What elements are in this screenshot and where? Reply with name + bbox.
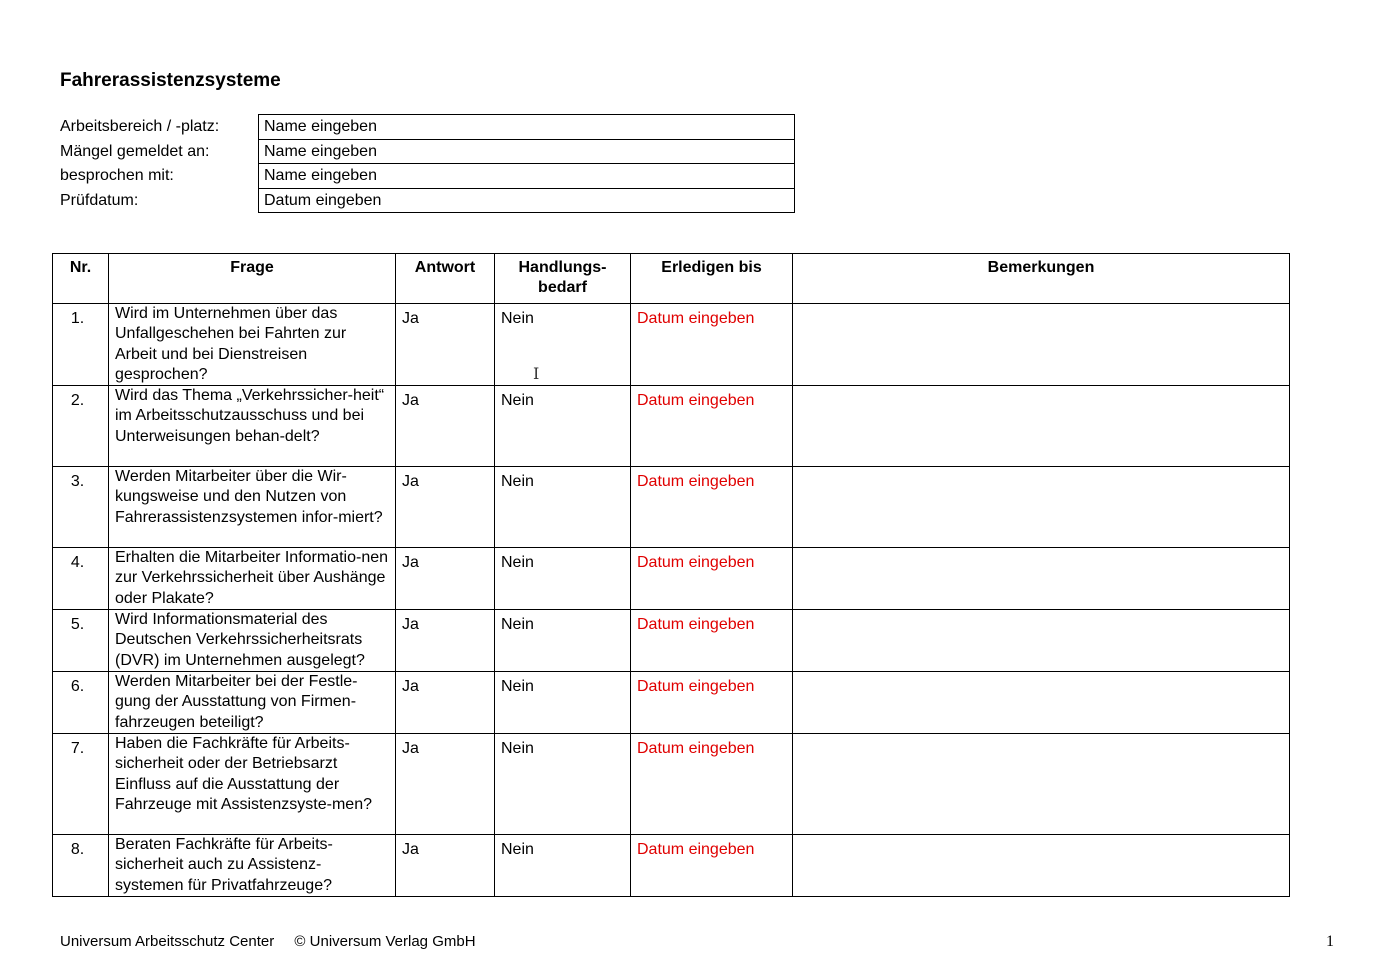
meta-row-pruefdatum bbox=[60, 188, 795, 213]
handlungsbedarf-cell[interactable]: Nein bbox=[495, 304, 631, 386]
meta-fields bbox=[60, 114, 795, 212]
date-field[interactable]: Datum eingeben bbox=[631, 610, 793, 672]
header-nr: Nr. bbox=[53, 254, 109, 304]
header-handlungsbedarf-line1: Handlungs- bbox=[518, 259, 607, 276]
handlungsbedarf-cell[interactable]: Nein bbox=[495, 610, 631, 672]
date-field[interactable]: Datum eingeben bbox=[631, 548, 793, 610]
header-handlungsbedarf-line2: bedarf bbox=[538, 279, 587, 297]
remarks-field[interactable] bbox=[793, 304, 1290, 386]
row-number: 8. bbox=[53, 835, 109, 897]
row-number: 2. bbox=[53, 386, 109, 467]
table-row bbox=[53, 548, 1290, 610]
meta-label: Prüfdatum: bbox=[60, 191, 139, 209]
date-field[interactable]: Datum eingeben bbox=[631, 304, 793, 386]
table-row bbox=[53, 734, 1290, 835]
date-field[interactable]: Datum eingeben bbox=[631, 672, 793, 734]
table-row bbox=[53, 467, 1290, 548]
meta-label: besprochen mit: bbox=[60, 167, 174, 184]
text-cursor-icon: I bbox=[533, 364, 540, 383]
table-row bbox=[53, 672, 1290, 734]
document-title: Fahrerassistenzsysteme bbox=[60, 70, 281, 91]
table-row bbox=[53, 610, 1290, 672]
pruefdatum-field[interactable]: Datum eingeben bbox=[258, 188, 795, 214]
remarks-field[interactable] bbox=[793, 548, 1290, 610]
date-field[interactable]: Datum eingeben bbox=[631, 734, 793, 835]
answer-cell[interactable]: Ja bbox=[396, 548, 495, 610]
meta-row-arbeitsbereich bbox=[60, 114, 795, 139]
row-question: Werden Mitarbeiter bei der Festle-gung der Ausstattung von Firmen-fahrzeugen beteiligt? bbox=[109, 672, 396, 734]
checklist-table bbox=[52, 253, 1290, 897]
row-question: Beraten Fachkräfte für Arbeits-sicherheit auch zu Assistenz-systemen für Privatfahrzeuge? bbox=[109, 835, 396, 897]
row-number: 7. bbox=[53, 734, 109, 835]
header-frage: Frage bbox=[109, 254, 396, 304]
meta-row-besprochen bbox=[60, 163, 795, 188]
header-handlungsbedarf bbox=[495, 254, 631, 304]
handlungsbedarf-cell[interactable]: Nein bbox=[495, 386, 631, 467]
row-question: Werden Mitarbeiter über die Wir-kungsweise und den Nutzen von Fahrerassistenzsystemen infor-miert? bbox=[109, 467, 396, 548]
date-field[interactable]: Datum eingeben bbox=[631, 467, 793, 548]
remarks-field[interactable] bbox=[793, 386, 1290, 467]
handlungsbedarf-cell[interactable]: Nein bbox=[495, 734, 631, 835]
remarks-field[interactable] bbox=[793, 672, 1290, 734]
remarks-field[interactable] bbox=[793, 610, 1290, 672]
row-question: Wird Informationsmaterial des Deutschen Verkehrssicherheitsrats (DVR) im Unternehmen ausgelegt? bbox=[109, 610, 396, 672]
row-number: 6. bbox=[53, 672, 109, 734]
maengel-gemeldet-field[interactable]: Name eingeben bbox=[258, 139, 795, 164]
row-number: 1. bbox=[53, 304, 109, 386]
remarks-field[interactable] bbox=[793, 467, 1290, 548]
date-field[interactable]: Datum eingeben bbox=[631, 386, 793, 467]
row-number: 4. bbox=[53, 548, 109, 610]
handlungsbedarf-cell[interactable]: Nein bbox=[495, 467, 631, 548]
row-question: Wird das Thema „Verkehrssicher-heit“ im Arbeitsschutzausschuss und bei Unterweisungen behan-delt? bbox=[109, 386, 396, 467]
table-row bbox=[53, 835, 1290, 897]
besprochen-mit-field[interactable]: Name eingeben bbox=[258, 163, 795, 188]
row-number: 3. bbox=[53, 467, 109, 548]
answer-cell[interactable]: Ja bbox=[396, 386, 495, 467]
table-header-row bbox=[53, 254, 1290, 304]
date-field[interactable]: Datum eingeben bbox=[631, 835, 793, 897]
row-number: 5. bbox=[53, 610, 109, 672]
handlungsbedarf-cell[interactable]: Nein bbox=[495, 835, 631, 897]
answer-cell[interactable]: Ja bbox=[396, 672, 495, 734]
handlungsbedarf-cell[interactable]: Nein bbox=[495, 672, 631, 734]
row-question: Haben die Fachkräfte für Arbeits-sicherheit oder der Betriebsarzt Einfluss auf die Ausstattung der Fahrzeuge mit Assistenzsyste-men? bbox=[109, 734, 396, 835]
meta-label: Mängel gemeldet an: bbox=[60, 142, 210, 160]
meta-row-maengel bbox=[60, 139, 795, 164]
header-antwort: Antwort bbox=[396, 254, 495, 304]
header-erledigen: Erledigen bis bbox=[631, 254, 793, 304]
footer bbox=[60, 933, 476, 950]
answer-cell[interactable]: Ja bbox=[396, 304, 495, 386]
header-bemerkungen: Bemerkungen bbox=[793, 254, 1290, 304]
answer-cell[interactable]: Ja bbox=[396, 610, 495, 672]
footer-copyright: © Universum Verlag GmbH bbox=[294, 933, 476, 950]
table-row bbox=[53, 304, 1290, 386]
footer-org: Universum Arbeitsschutz Center bbox=[60, 933, 275, 950]
remarks-field[interactable] bbox=[793, 835, 1290, 897]
page-number: 1 bbox=[1326, 933, 1334, 950]
remarks-field[interactable] bbox=[793, 734, 1290, 835]
answer-cell[interactable]: Ja bbox=[396, 835, 495, 897]
table-row bbox=[53, 386, 1290, 467]
answer-cell[interactable]: Ja bbox=[396, 734, 495, 835]
handlungsbedarf-cell[interactable]: Nein bbox=[495, 548, 631, 610]
meta-label: Arbeitsbereich / -platz: bbox=[60, 118, 220, 135]
answer-cell[interactable]: Ja bbox=[396, 467, 495, 548]
arbeitsbereich-field[interactable]: Name eingeben bbox=[258, 114, 795, 139]
row-question: Erhalten die Mitarbeiter Informatio-nen zur Verkehrssicherheit über Aushänge oder Plakate? bbox=[109, 548, 396, 610]
row-question: Wird im Unternehmen über das Unfallgeschehen bei Fahrten zur Arbeit und bei Dienstreisen gesprochen? bbox=[109, 304, 396, 386]
